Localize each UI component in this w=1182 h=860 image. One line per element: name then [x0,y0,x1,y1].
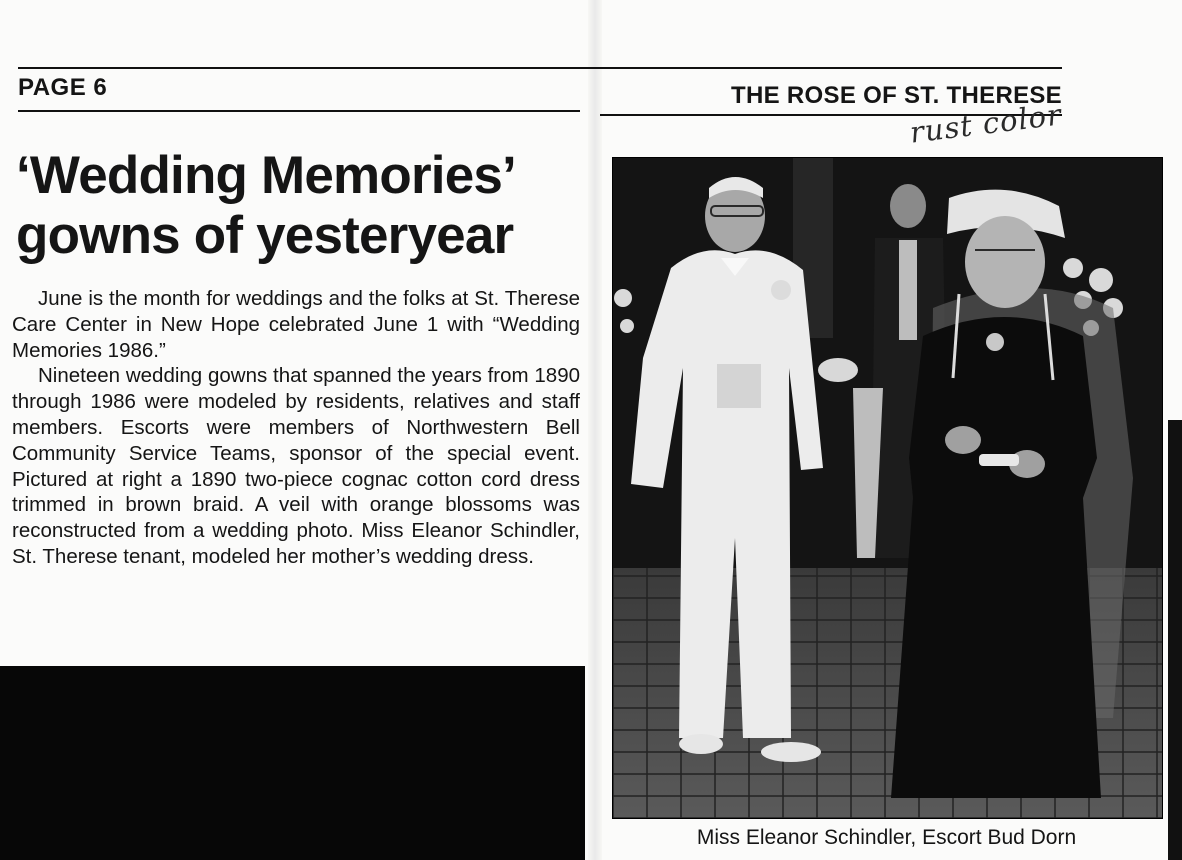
article-body [12,286,580,570]
scan-edge [1168,420,1182,860]
page-fold [588,0,602,860]
page-number: PAGE 6 [18,74,108,101]
photo-caption: Miss Eleanor Schindler, Escort Bud Dorn [696,826,1077,849]
scan-background [0,666,585,860]
publication-name: THE ROSE OF ST. THERESE [731,82,1062,109]
header-bottom-rule-left [18,110,580,112]
article-headline [16,146,586,266]
article-paragraph-2: Nineteen wedding gowns that spanned the years from 1890 through 1986 were modeled by residents, relatives and staff members. Escorts were members of Northwestern Bell Community Service Teams, sponsor of the special event. Pictured at right a 1890 two-piece cognac cotton cord dress trimmed in brown braid. A veil with orange blossoms was reconstructed from a wedding photo. Miss Eleanor Schindler, St. Therese tenant, modeled her mother’s wedding dress. [12,364,580,568]
header-top-rule [18,67,1062,69]
handwritten-note: rust color [908,97,1064,150]
headline-line-1: ‘Wedding Memories’ [16,146,516,205]
article-paragraph-1: June is the month for weddings and the folks at St. Therese Care Center in New Hope celebrated June 1 with “Wedding Memories 1986.” [12,287,580,362]
wedding-photo-illustration [613,158,1162,818]
headline-line-2: gowns of yesteryear [16,206,514,265]
wedding-photo [612,157,1163,819]
